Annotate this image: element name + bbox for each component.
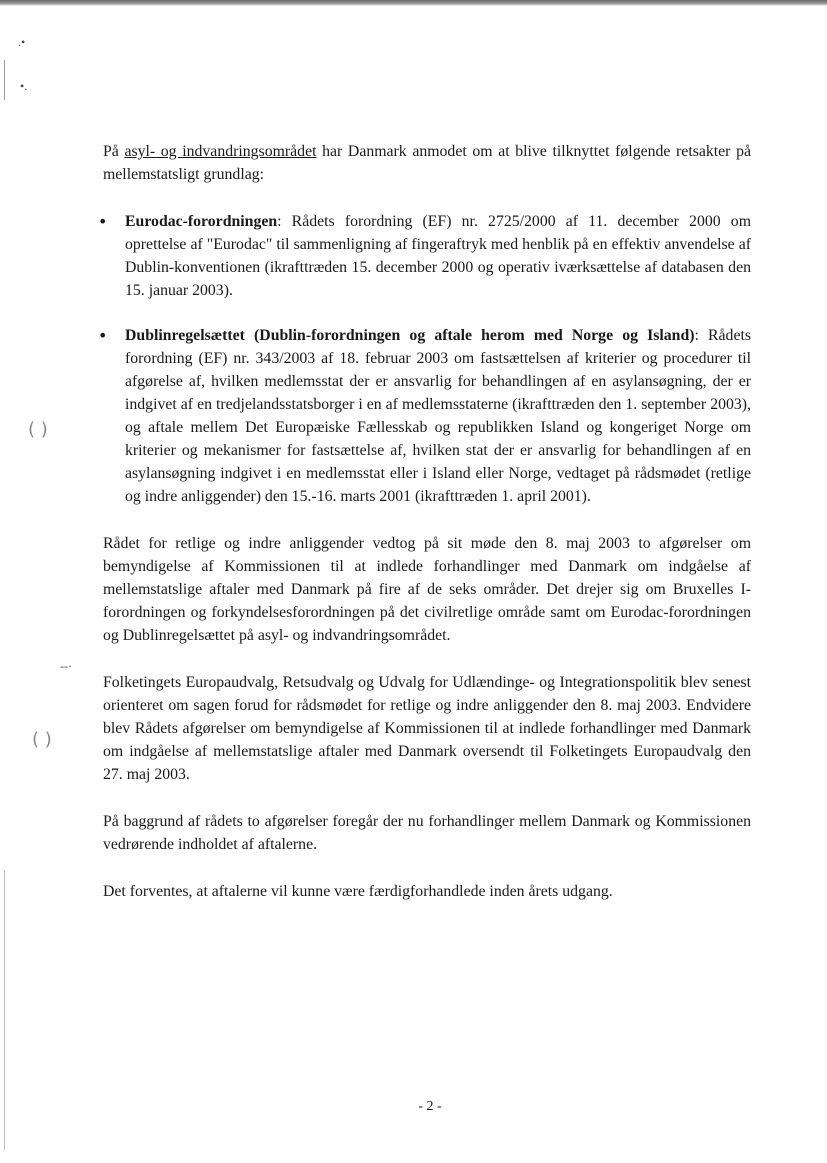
bullet-icon: •: [98, 326, 108, 345]
punch-hole-mark: ( ): [28, 419, 48, 440]
page-number: - 2 -: [418, 1099, 442, 1114]
body-paragraph: Folketingets Europaudvalg, Retsudvalg og Udvalg for Udlændinge- og Integrationspolitik blev senest orienteret om sagen forud for rådsmødet for retlige og indre anliggender den 8. maj 2003. Endvidere blev Rådets afgørelser om bemyndigelse af Kommissionen til at indlede forhandlinger med Danmark om indgåelse af mellemstatslige aftaler med Danmark oversendt til Folketingets Europaudvalg den 27. maj 2003.: [103, 674, 751, 783]
act-text: : Rådets forordning (EF) nr. 2725/2000 af 11. december 2000 om oprettelse af "Eurodac" til sammenligning af fingeraftryk med henblik på en effektiv anvendelse af Dublin-konventionen (ikrafttræden 15. december 2000 og operativ iværksættelse af databasen den 15. januar 2003).: [125, 213, 751, 299]
act-text: : Rådets forordning (EF) nr. 343/2003 af 18. februar 2003 om fastsættelsen af kriterier og procedurer til afgørelse af, hvilken medlemsstat der er ansvarlig for behandlingen af en asylansøgning, der er indgivet af en tredjelandsstatsborger i en af medlemsstaterne (ikrafttræden den 1. september 2003), og aftale mellem Det Europæiske Fællesskab og republikken Island og kongeriget Norge om kriterier og mekanismer for fastsættelse af, hvilken stat der er ansvarlig for behandlingen af en asylansøgning indgivet i en medlemsstat eller i Island eller Norge, vedtaget på rådsmødet (retlige og indre anliggender) den 15.-16. marts 2001 (ikrafttræden 1. april 2001).: [125, 327, 751, 505]
scan-speck: •.: [20, 79, 28, 93]
act-title: Eurodac-forordningen: [125, 213, 278, 230]
list-item: [98, 210, 751, 302]
scan-speck: --·: [60, 659, 72, 673]
scan-top-edge: [0, 0, 827, 6]
body-paragraph: Det forventes, at aftalerne vil kunne være færdigforhandlede inden årets udgang.: [103, 883, 613, 900]
body-paragraph: Rådet for retlige og indre anliggender vedtog på sit møde den 8. maj 2003 to afgørelser om bemyndigelse af Kommissionen til at indlede forhandlinger med Danmark om indgåelse af mellemstatslige aftaler med Danmark på fire af de seks områder. Det drejer sig om Bruxelles I-forordningen og forkyndelsesforordningen på det civilretlige område samt om Eurodac-forordningen og Dublinregelsættet på asyl- og indvandringsområdet.: [103, 535, 751, 644]
list-item: [98, 324, 751, 508]
acts-list: [98, 210, 751, 508]
scan-left-edge: [4, 60, 5, 100]
intro-underlined-term: asyl- og indvandringsområdet: [124, 143, 317, 160]
act-title: Dublinregelsættet (Dublin-forordningen og aftale herom med Norge og Island): [125, 327, 695, 344]
intro-lead: På: [103, 143, 125, 160]
document-body: [98, 140, 751, 927]
intro-rest: har Danmark anmodet om at blive tilknyttet følgende retsakter på mellemstatsligt grundlag:: [103, 143, 751, 183]
bullet-icon: •: [98, 212, 108, 231]
body-paragraph: På baggrund af rådets to afgørelser foregår der nu forhandlinger mellem Danmark og Kommissionen vedrørende indholdet af aftalerne.: [103, 813, 751, 853]
scan-speck: .•: [18, 35, 26, 49]
punch-hole-mark: ( ): [32, 729, 52, 750]
intro-paragraph: [103, 140, 751, 186]
